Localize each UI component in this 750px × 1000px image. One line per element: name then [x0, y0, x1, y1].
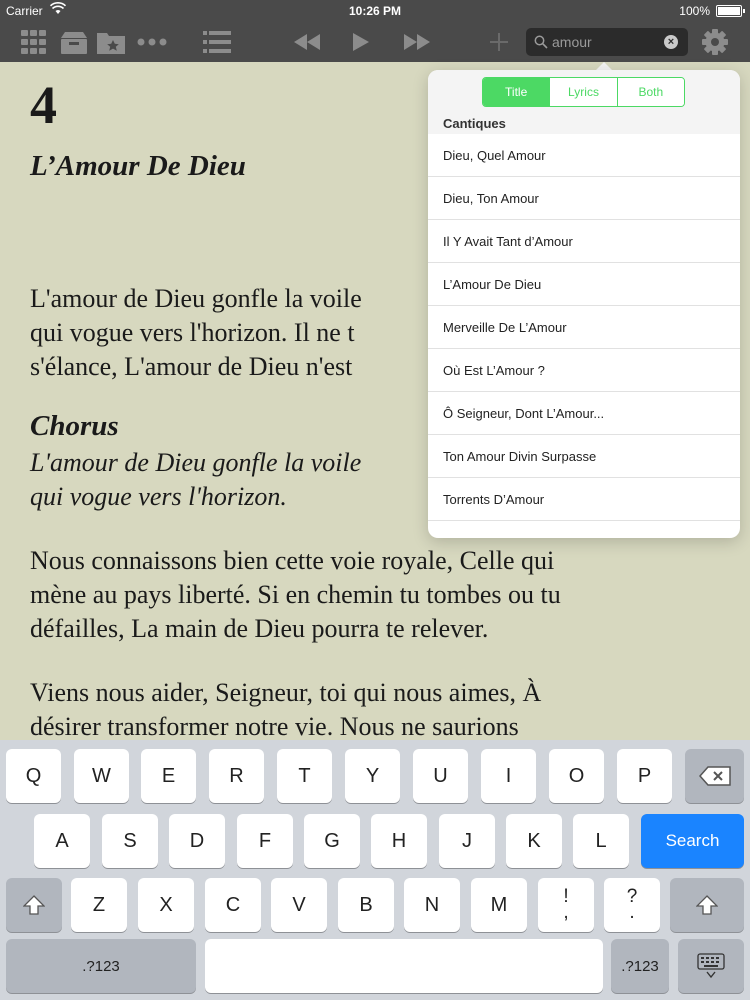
chorus-label: Chorus [30, 410, 119, 442]
search-input[interactable] [552, 32, 660, 52]
status-bar [0, 0, 750, 22]
result-label: Torrents D’Amour [443, 492, 545, 507]
hymn-title: L’Amour De Dieu [30, 150, 246, 182]
hymn-number: 4 [30, 75, 57, 135]
key-f[interactable]: F [237, 814, 293, 868]
key-y[interactable]: Y [345, 749, 400, 803]
search-key[interactable]: Search [641, 814, 744, 868]
result-item[interactable] [428, 134, 740, 177]
results-list [428, 134, 740, 521]
key-o[interactable]: O [549, 749, 604, 803]
grid-icon[interactable] [20, 26, 48, 58]
result-item[interactable] [428, 220, 740, 263]
key-j[interactable]: J [439, 814, 495, 868]
key-h[interactable]: H [371, 814, 427, 868]
verse-3-line-1: Viens nous aider, Seigneur, toi qui nous aimes, À [30, 678, 542, 707]
key-r[interactable]: R [209, 749, 264, 803]
key-bottom-char: , [563, 902, 569, 923]
key-z[interactable]: Z [71, 878, 127, 932]
shift-icon [696, 895, 718, 915]
list-icon[interactable] [202, 26, 232, 58]
key-u[interactable]: U [413, 749, 468, 803]
battery-percent: 100% [679, 4, 710, 18]
verse-1-line-2: qui vogue vers l'horizon. Il ne t [30, 318, 355, 347]
key-a[interactable]: A [34, 814, 90, 868]
key-question-period[interactable] [604, 878, 660, 932]
space-key[interactable] [205, 939, 603, 993]
segment-both[interactable]: Both [617, 78, 684, 106]
search-scope-control[interactable] [482, 77, 685, 107]
numbers-key-right[interactable]: .?123 [611, 939, 669, 993]
key-n[interactable]: N [404, 878, 460, 932]
result-label: Il Y Avait Tant d’Amour [443, 234, 573, 249]
result-item[interactable] [428, 392, 740, 435]
segment-title[interactable]: Title [483, 78, 549, 106]
chorus-line-2: qui vogue vers l'horizon. [30, 482, 287, 511]
key-top-char: ! [563, 886, 569, 907]
key-i[interactable]: I [481, 749, 536, 803]
play-icon[interactable] [350, 26, 372, 58]
result-label: Ô Seigneur, Dont L’Amour... [443, 406, 605, 421]
key-top-char: ? [626, 886, 638, 907]
result-item[interactable] [428, 263, 740, 306]
search-field[interactable] [526, 28, 688, 56]
result-label: Merveille De L’Amour [443, 320, 567, 335]
numbers-key-left[interactable]: .?123 [6, 939, 196, 993]
shift-icon [23, 895, 45, 915]
key-q[interactable]: Q [6, 749, 61, 803]
key-g[interactable]: G [304, 814, 360, 868]
result-item[interactable] [428, 177, 740, 220]
result-item[interactable] [428, 478, 740, 521]
backspace-icon [699, 766, 731, 786]
key-e[interactable]: E [141, 749, 196, 803]
shift-key-left[interactable] [6, 878, 62, 932]
verse-2-line-3: défailles, La main de Dieu pourra te relever. [30, 614, 489, 643]
search-results-popover [428, 70, 740, 538]
toolbar [0, 22, 750, 62]
more-icon[interactable] [137, 26, 167, 58]
clock: 10:26 PM [348, 4, 402, 18]
key-x[interactable]: X [138, 878, 194, 932]
key-v[interactable]: V [271, 878, 327, 932]
backspace-key[interactable] [685, 749, 744, 803]
key-p[interactable]: P [617, 749, 672, 803]
key-m[interactable]: M [471, 878, 527, 932]
verse-1-line-3: s'élance, L'amour de Dieu n'est [30, 352, 353, 381]
settings-icon[interactable] [700, 26, 730, 58]
key-d[interactable]: D [169, 814, 225, 868]
result-label: L’Amour De Dieu [443, 277, 542, 292]
result-label: Dieu, Quel Amour [443, 148, 546, 163]
section-header: Cantiques [428, 114, 740, 134]
key-bottom-char: . [629, 902, 635, 923]
search-icon [534, 35, 548, 54]
segment-bar [428, 70, 740, 114]
rewind-icon[interactable] [292, 26, 322, 58]
key-w[interactable]: W [74, 749, 129, 803]
result-item[interactable] [428, 435, 740, 478]
segment-lyrics[interactable]: Lyrics [549, 78, 616, 106]
verse-2-line-1: Nous connaissons bien cette voie royale, Celle qui [30, 546, 555, 575]
hide-keyboard-icon [697, 953, 725, 979]
battery-icon [716, 5, 742, 17]
clear-search-icon[interactable]: × [664, 35, 678, 49]
add-icon[interactable] [488, 26, 510, 58]
key-b[interactable]: B [338, 878, 394, 932]
key-c[interactable]: C [205, 878, 261, 932]
shift-key-right[interactable] [670, 878, 744, 932]
verse-1-line-1: L'amour de Dieu gonfle la voile [30, 284, 362, 313]
result-label: Où Est L’Amour ? [443, 363, 545, 378]
verse-2-line-2: mène au pays liberté. Si en chemin tu tombes ou tu [30, 580, 561, 609]
key-s[interactable]: S [102, 814, 158, 868]
keyboard [0, 740, 750, 1000]
chorus-line-1: L'amour de Dieu gonfle la voile [30, 448, 362, 477]
key-l[interactable]: L [573, 814, 629, 868]
favorites-folder-icon[interactable] [96, 26, 126, 58]
key-exclamation-comma[interactable] [538, 878, 594, 932]
carrier-label: Carrier [6, 4, 43, 18]
result-label: Dieu, Ton Amour [443, 191, 539, 206]
library-icon[interactable] [58, 26, 90, 58]
key-k[interactable]: K [506, 814, 562, 868]
key-t[interactable]: T [277, 749, 332, 803]
result-item[interactable] [428, 306, 740, 349]
fast-forward-icon[interactable] [402, 26, 432, 58]
verse-3-line-2: désirer transformer notre vie. Nous ne saurions [30, 712, 519, 740]
hide-keyboard-key[interactable] [678, 939, 744, 993]
result-label: Ton Amour Divin Surpasse [443, 449, 597, 464]
result-item[interactable] [428, 349, 740, 392]
